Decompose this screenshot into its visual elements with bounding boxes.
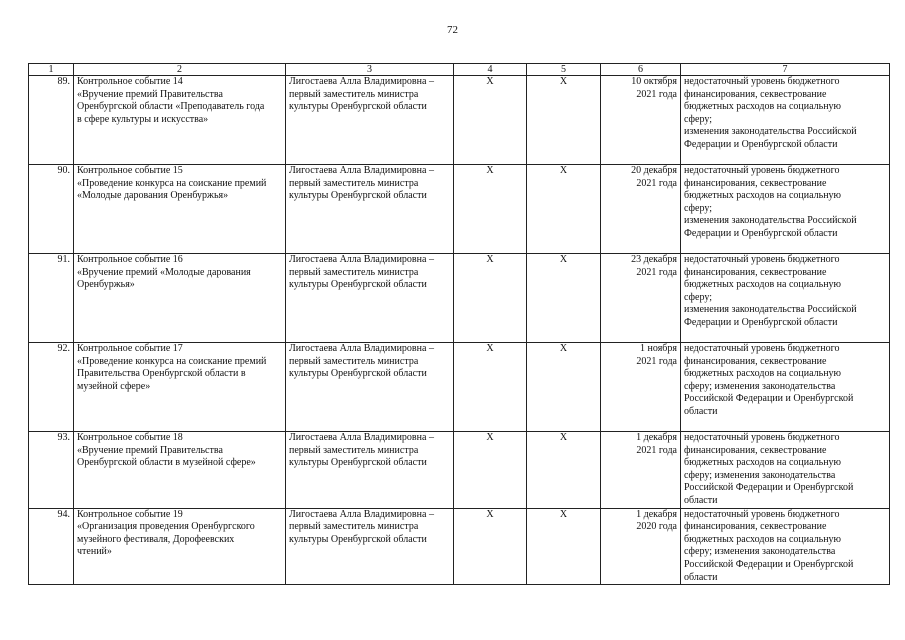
risk-text-line: финансирования, секвестрование [684, 266, 827, 278]
event-cell [74, 432, 286, 509]
column-5-mark: X [527, 254, 601, 343]
responsible-text-line: Лигостаева Алла Владимировна – [289, 165, 434, 176]
event-text-line: Оренбургской области «Преподаватель года [77, 101, 265, 113]
table-row [29, 76, 890, 165]
column-5-mark: X [527, 508, 601, 585]
risk-text-line: финансирования, секвестрование [684, 88, 827, 100]
risk-text-line: бюджетных расходов на социальную [684, 368, 842, 380]
column-5-mark: X [527, 432, 601, 509]
event-cell [74, 254, 286, 343]
event-cell [74, 508, 286, 585]
event-text-line: Контрольное событие 16 [77, 254, 183, 265]
deadline-text-line: 20 декабря [631, 165, 677, 176]
event-text-line: «Проведение конкурса на соискание премий [77, 177, 267, 189]
event-text-line: Контрольное событие 15 [77, 165, 183, 176]
event-cell [74, 76, 286, 165]
responsible-text-line: культуры Оренбургской области [289, 190, 427, 202]
responsible-cell [286, 76, 454, 165]
risks-cell [681, 254, 890, 343]
risk-text-line: бюджетных расходов на социальную [684, 457, 842, 469]
responsible-text-line: культуры Оренбургской области [289, 533, 427, 545]
risk-text-line: финансирования, секвестрование [684, 444, 827, 456]
event-text-line: «Вручение премий Правительства [77, 88, 223, 100]
risk-text-line: изменения законодательства Российской [684, 215, 857, 227]
risk-text-line: бюджетных расходов на социальную [684, 279, 842, 291]
deadline-text-line: 10 октября [631, 76, 677, 87]
responsible-text-line: Лигостаева Алла Владимировна – [289, 76, 434, 87]
deadline-cell [601, 165, 681, 254]
risk-text-line: бюджетных расходов на социальную [684, 190, 842, 202]
deadline-cell [601, 508, 681, 585]
column-4-mark: X [454, 432, 527, 509]
event-text-line: музейного фестиваля, Дорофеевских [77, 533, 235, 545]
column-number-row [29, 64, 890, 76]
deadline-cell [601, 432, 681, 509]
event-text-line: Контрольное событие 19 [77, 508, 183, 520]
risk-text-line: сферу; изменения законодательства [684, 469, 836, 481]
page-number: 72 [447, 24, 458, 36]
column-4-mark: X [454, 508, 527, 585]
event-text-line: Контрольное событие 18 [77, 432, 183, 443]
column-5-mark: X [527, 76, 601, 165]
risk-text-line: финансирования, секвестрование [684, 521, 827, 533]
responsible-text-line: Лигостаева Алла Владимировна – [289, 343, 434, 354]
event-cell [74, 343, 286, 432]
responsible-cell [286, 508, 454, 585]
responsible-text-line: первый заместитель министра [289, 266, 419, 278]
table-row [29, 254, 890, 343]
deadline-text-line: 2021 года [636, 88, 677, 100]
risk-text-line: сферу; изменения законодательства [684, 546, 836, 558]
risk-text-line: Российской Федерации и Оренбургской [684, 393, 854, 405]
deadline-cell [601, 76, 681, 165]
event-text-line: Контрольное событие 17 [77, 343, 183, 354]
responsible-cell [286, 432, 454, 509]
risk-text-line: сферу; [684, 113, 712, 125]
column-header: 1 [29, 64, 74, 76]
risk-text-line: Федерации и Оренбургской области [684, 138, 838, 150]
risk-text-line: бюджетных расходов на социальную [684, 533, 842, 545]
risks-cell [681, 508, 890, 585]
responsible-cell [286, 254, 454, 343]
risks-cell [681, 343, 890, 432]
responsible-text-line: культуры Оренбургской области [289, 457, 427, 469]
event-text-line: «Молодые дарования Оренбуржья» [77, 190, 229, 202]
deadline-text-line: 1 декабря [636, 432, 677, 443]
table-row [29, 432, 890, 509]
column-4-mark: X [454, 254, 527, 343]
row-number-cell: 92. [29, 343, 74, 432]
event-text-line: чтений» [77, 546, 112, 558]
risk-text-line: сферу; изменения законодательства [684, 380, 836, 392]
responsible-cell [286, 343, 454, 432]
responsible-text-line: первый заместитель министра [289, 355, 419, 367]
table-row [29, 165, 890, 254]
risk-text-line: финансирования, секвестрование [684, 355, 827, 367]
risk-text-line: сферу; [684, 202, 712, 214]
risk-text-line: недостаточный уровень бюджетного [684, 343, 840, 354]
event-text-line: Правительства Оренбургской области в [77, 368, 246, 380]
risk-text-line: изменения законодательства Российской [684, 126, 857, 138]
risk-text-line: Российской Федерации и Оренбургской [684, 482, 854, 494]
column-4-mark: X [454, 76, 527, 165]
event-text-line: Оренбуржья» [77, 279, 135, 291]
event-text-line: музейной сфере» [77, 380, 151, 392]
column-4-mark: X [454, 165, 527, 254]
responsible-text-line: первый заместитель министра [289, 521, 419, 533]
row-number-cell: 91. [29, 254, 74, 343]
risks-cell [681, 76, 890, 165]
deadline-text-line: 2020 года [636, 521, 677, 533]
event-text-line: в сфере культуры и искусства» [77, 113, 209, 125]
responsible-text-line: первый заместитель министра [289, 444, 419, 456]
risk-text-line: недостаточный уровень бюджетного [684, 432, 840, 443]
event-plan-table [28, 63, 890, 585]
row-number-cell: 90. [29, 165, 74, 254]
responsible-cell [286, 165, 454, 254]
risk-text-line: области [684, 571, 718, 583]
responsible-text-line: Лигостаева Алла Владимировна – [289, 432, 434, 443]
deadline-cell [601, 254, 681, 343]
responsible-text-line: культуры Оренбургской области [289, 279, 427, 291]
column-header: 7 [681, 64, 890, 76]
deadline-text-line: 2021 года [636, 266, 677, 278]
event-text-line: «Проведение конкурса на соискание премий [77, 355, 267, 367]
row-number-cell: 93. [29, 432, 74, 509]
responsible-text-line: культуры Оренбургской области [289, 368, 427, 380]
risks-cell [681, 432, 890, 509]
responsible-text-line: культуры Оренбургской области [289, 101, 427, 113]
column-header: 6 [601, 64, 681, 76]
risk-text-line: финансирования, секвестрование [684, 177, 827, 189]
column-header: 5 [527, 64, 601, 76]
deadline-text-line: 2021 года [636, 177, 677, 189]
event-cell [74, 165, 286, 254]
deadline-text-line: 1 ноября [640, 343, 677, 354]
risk-text-line: Федерации и Оренбургской области [684, 316, 838, 328]
deadline-text-line: 2021 года [636, 355, 677, 367]
responsible-text-line: Лигостаева Алла Владимировна – [289, 254, 434, 265]
responsible-text-line: Лигостаева Алла Владимировна – [289, 508, 434, 520]
event-text-line: «Вручение премий «Молодые дарования [77, 266, 251, 278]
risk-text-line: недостаточный уровень бюджетного [684, 508, 840, 520]
risk-text-line: области [684, 494, 718, 506]
row-number-cell: 94. [29, 508, 74, 585]
risk-text-line: области [684, 405, 718, 417]
row-number-cell: 89. [29, 76, 74, 165]
risk-text-line: сферу; [684, 291, 712, 303]
risk-text-line: бюджетных расходов на социальную [684, 101, 842, 113]
responsible-text-line: первый заместитель министра [289, 88, 419, 100]
event-text-line: Оренбургской области в музейной сфере» [77, 457, 256, 469]
column-5-mark: X [527, 165, 601, 254]
table-row [29, 508, 890, 585]
table-row [29, 343, 890, 432]
deadline-text-line: 1 декабря [636, 508, 677, 520]
risk-text-line: Российской Федерации и Оренбургской [684, 558, 854, 570]
deadline-text-line: 2021 года [636, 444, 677, 456]
column-header: 3 [286, 64, 454, 76]
column-5-mark: X [527, 343, 601, 432]
event-text-line: Контрольное событие 14 [77, 76, 183, 87]
risk-text-line: недостаточный уровень бюджетного [684, 165, 840, 176]
risk-text-line: недостаточный уровень бюджетного [684, 254, 840, 265]
column-4-mark: X [454, 343, 527, 432]
risk-text-line: Федерации и Оренбургской области [684, 227, 838, 239]
deadline-cell [601, 343, 681, 432]
column-header: 2 [74, 64, 286, 76]
event-text-line: «Организация проведения Оренбургского [77, 521, 255, 533]
risks-cell [681, 165, 890, 254]
column-header: 4 [454, 64, 527, 76]
risk-text-line: недостаточный уровень бюджетного [684, 76, 840, 87]
deadline-text-line: 23 декабря [631, 254, 677, 265]
responsible-text-line: первый заместитель министра [289, 177, 419, 189]
event-text-line: «Вручение премий Правительства [77, 444, 223, 456]
risk-text-line: изменения законодательства Российской [684, 304, 857, 316]
